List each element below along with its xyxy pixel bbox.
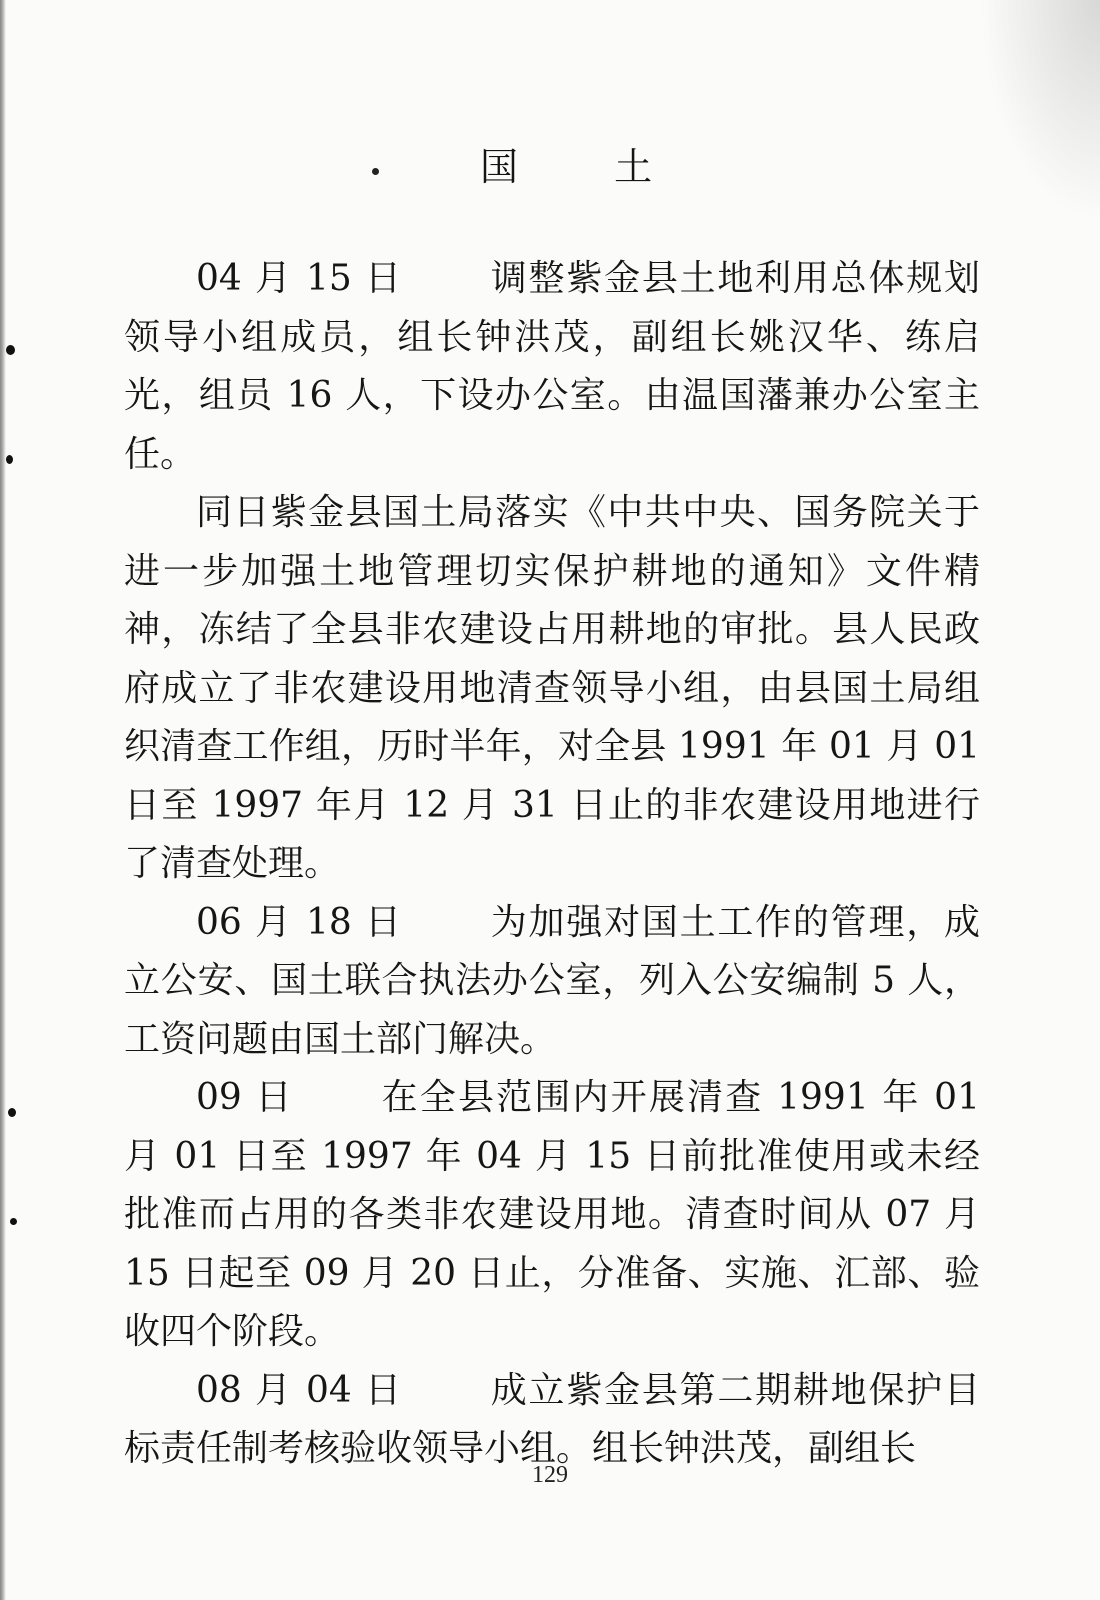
scan-speck <box>6 345 15 355</box>
page-binding-edge <box>0 0 6 1600</box>
scan-speck <box>6 455 13 464</box>
scan-speck <box>8 1108 16 1117</box>
entry-text: 在全县范围内开展清查 1991 年 01 月 01 日至 1997 年 04 月 15 日前批准使用或未经批准而占用的各类非农建设用地。清查时间从 07 月 15 日起至 09 月 20 日止，分准备、实施、汇部、验收四个阶段。 <box>124 1077 980 1352</box>
entry-paragraph <box>124 484 980 894</box>
entry-text: 调整紫金县土地利用总体规划领导小组成员，组长钟洪茂，副组长姚汉华、练启光，组员 16 人，下设办公室。由温国藩兼办公室主任。 <box>124 258 980 475</box>
entry-text: 为加强对国土工作的管理，成立公安、国土联合执法办公室，列入公安编制 5 人，工资问题由国土部门解决。 <box>124 901 980 1060</box>
entry-paragraph <box>124 1362 980 1479</box>
entry-date: 04 月 15 日 <box>196 258 403 299</box>
entry-paragraph <box>124 1069 980 1362</box>
entry-date: 06 月 18 日 <box>196 901 403 943</box>
entry-text: 同日紫金县国土局落实《中共中央、国务院关于进一步加强土地管理切实保护耕地的通知》文件精神，冻结了全县非农建设占用耕地的审批。县人民政府成立了非农建设用地清查领导小组，由县国土局组织清查工作组，历时半年，对全县 1991 年 01 月 01 日至 1997 年月 12 月 31 日止的非农建设用地进行了清查处理。 <box>124 492 980 884</box>
entry-paragraph <box>124 894 980 1070</box>
page-number: 129 <box>532 1462 568 1488</box>
document-body <box>124 250 980 1479</box>
page-title: 国 土 <box>480 145 695 189</box>
scan-speck <box>10 1218 17 1225</box>
entry-paragraph <box>124 250 980 484</box>
title-bullet <box>372 168 379 175</box>
entry-text: 成立紫金县第二期耕地保护目标责任制考核验收领导小组。组长钟洪茂，副组长 <box>124 1369 980 1469</box>
scan-shadow <box>980 0 1100 220</box>
entry-date: 08 月 04 日 <box>196 1369 403 1411</box>
entry-date: 09 日 <box>196 1077 294 1118</box>
